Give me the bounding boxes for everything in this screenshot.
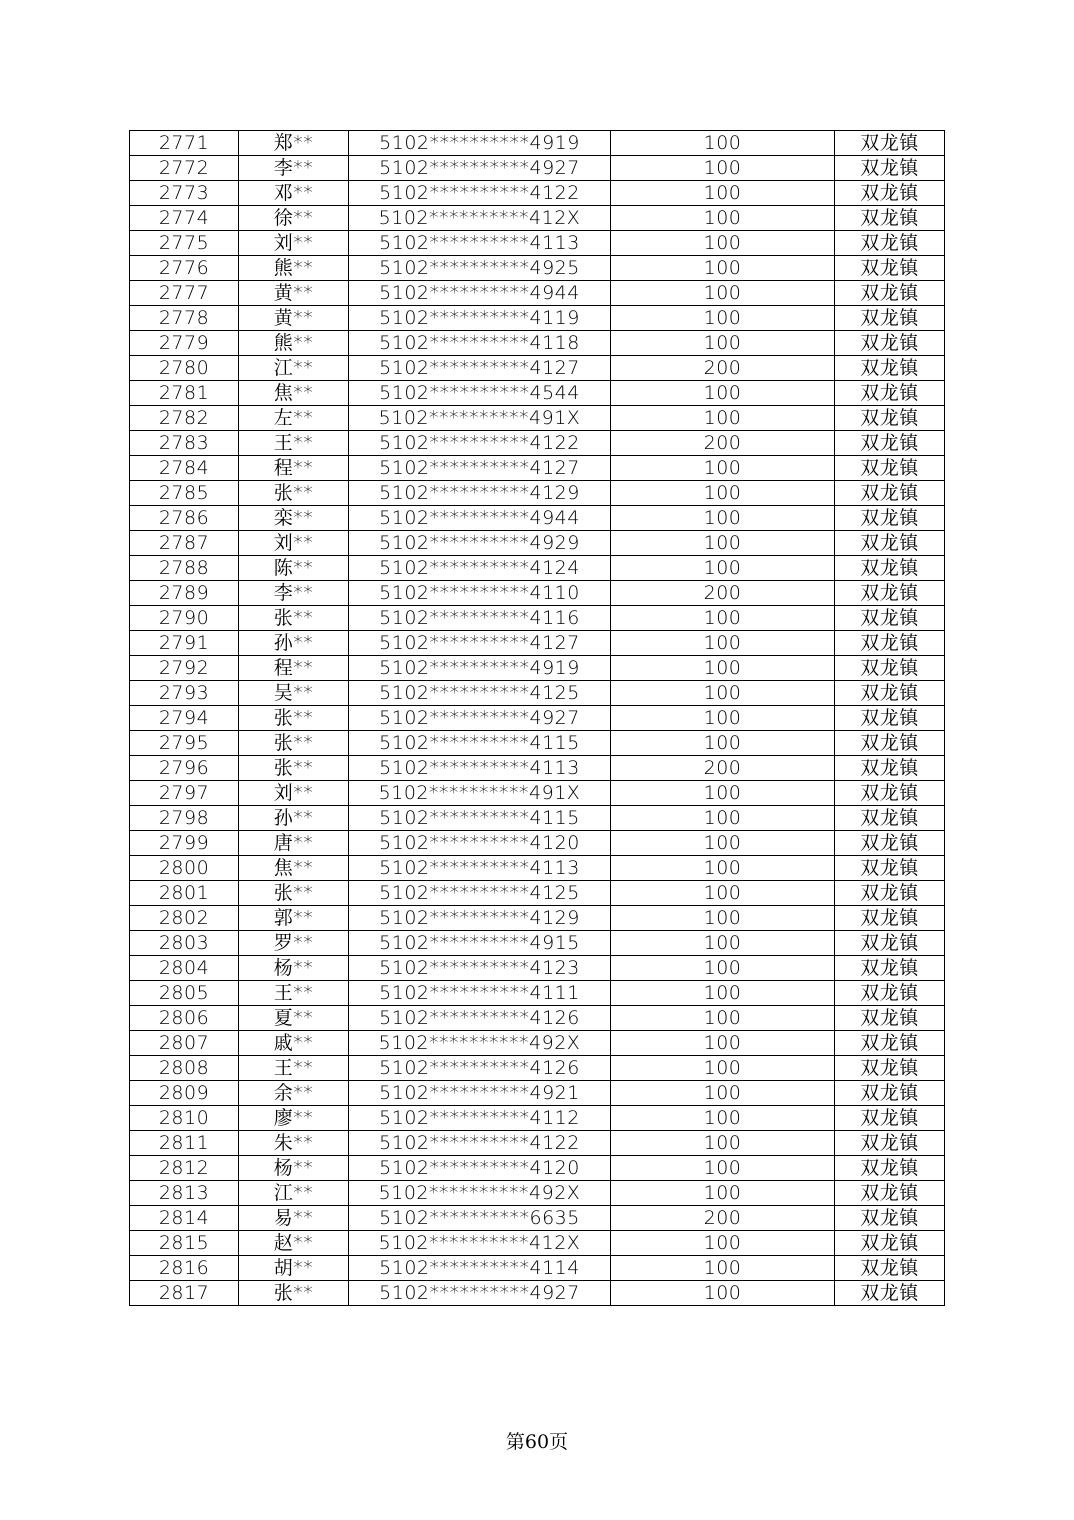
id-number-cell: 5102**********492X — [349, 1181, 611, 1206]
name-cell: 戚** — [239, 1031, 349, 1056]
name-cell: 焦** — [239, 856, 349, 881]
table-row — [130, 831, 945, 856]
table-row — [130, 681, 945, 706]
serial-number-cell: 2790 — [130, 606, 239, 631]
amount-cell: 100 — [611, 781, 835, 806]
table-row — [130, 731, 945, 756]
table-row — [130, 931, 945, 956]
name-cell: 刘** — [239, 231, 349, 256]
amount-cell: 200 — [611, 1206, 835, 1231]
serial-number-cell: 2807 — [130, 1031, 239, 1056]
name-cell: 吴** — [239, 681, 349, 706]
table-row — [130, 181, 945, 206]
name-cell: 张** — [239, 731, 349, 756]
serial-number-cell: 2781 — [130, 381, 239, 406]
serial-number-cell: 2773 — [130, 181, 239, 206]
town-cell: 双龙镇 — [835, 256, 945, 281]
town-cell: 双龙镇 — [835, 756, 945, 781]
name-cell: 程** — [239, 656, 349, 681]
serial-number-cell: 2812 — [130, 1156, 239, 1181]
town-cell: 双龙镇 — [835, 1081, 945, 1106]
amount-cell: 100 — [611, 306, 835, 331]
amount-cell: 100 — [611, 406, 835, 431]
town-cell: 双龙镇 — [835, 456, 945, 481]
table-row — [130, 331, 945, 356]
amount-cell: 100 — [611, 281, 835, 306]
table-row — [130, 1181, 945, 1206]
serial-number-cell: 2792 — [130, 656, 239, 681]
name-cell: 夏** — [239, 1006, 349, 1031]
town-cell: 双龙镇 — [835, 531, 945, 556]
id-number-cell: 5102**********4125 — [349, 681, 611, 706]
amount-cell: 100 — [611, 531, 835, 556]
table-row — [130, 656, 945, 681]
town-cell: 双龙镇 — [835, 381, 945, 406]
serial-number-cell: 2813 — [130, 1181, 239, 1206]
amount-cell: 100 — [611, 681, 835, 706]
name-cell: 熊** — [239, 331, 349, 356]
town-cell: 双龙镇 — [835, 1181, 945, 1206]
name-cell: 焦** — [239, 381, 349, 406]
name-cell: 熊** — [239, 256, 349, 281]
name-cell: 陈** — [239, 556, 349, 581]
town-cell: 双龙镇 — [835, 356, 945, 381]
id-number-cell: 5102**********491X — [349, 781, 611, 806]
id-number-cell: 5102**********4125 — [349, 881, 611, 906]
serial-number-cell: 2815 — [130, 1231, 239, 1256]
id-number-cell: 5102**********4925 — [349, 256, 611, 281]
id-number-cell: 5102**********4120 — [349, 1156, 611, 1181]
amount-cell: 100 — [611, 731, 835, 756]
table-row — [130, 456, 945, 481]
name-cell: 胡** — [239, 1256, 349, 1281]
id-number-cell: 5102**********4927 — [349, 1281, 611, 1306]
table-row — [130, 1256, 945, 1281]
town-cell: 双龙镇 — [835, 156, 945, 181]
name-cell: 张** — [239, 706, 349, 731]
table-row — [130, 581, 945, 606]
amount-cell: 100 — [611, 906, 835, 931]
town-cell: 双龙镇 — [835, 1156, 945, 1181]
town-cell: 双龙镇 — [835, 931, 945, 956]
amount-cell: 100 — [611, 181, 835, 206]
id-number-cell: 5102**********4544 — [349, 381, 611, 406]
table-row — [130, 431, 945, 456]
id-number-cell: 5102**********412X — [349, 206, 611, 231]
id-number-cell: 5102**********4118 — [349, 331, 611, 356]
amount-cell: 100 — [611, 1006, 835, 1031]
table-row — [130, 781, 945, 806]
name-cell: 张** — [239, 1281, 349, 1306]
id-number-cell: 5102**********6635 — [349, 1206, 611, 1231]
town-cell: 双龙镇 — [835, 1006, 945, 1031]
town-cell: 双龙镇 — [835, 706, 945, 731]
serial-number-cell: 2789 — [130, 581, 239, 606]
serial-number-cell: 2786 — [130, 506, 239, 531]
serial-number-cell: 2810 — [130, 1106, 239, 1131]
id-number-cell: 5102**********4929 — [349, 531, 611, 556]
town-cell: 双龙镇 — [835, 1231, 945, 1256]
name-cell: 罗** — [239, 931, 349, 956]
table-row — [130, 906, 945, 931]
table-row — [130, 306, 945, 331]
amount-cell: 100 — [611, 131, 835, 156]
amount-cell: 100 — [611, 1231, 835, 1256]
table-row — [130, 1106, 945, 1131]
name-cell: 徐** — [239, 206, 349, 231]
serial-number-cell: 2777 — [130, 281, 239, 306]
id-number-cell: 5102**********4113 — [349, 856, 611, 881]
amount-cell: 100 — [611, 931, 835, 956]
town-cell: 双龙镇 — [835, 856, 945, 881]
name-cell: 张** — [239, 481, 349, 506]
town-cell: 双龙镇 — [835, 1106, 945, 1131]
name-cell: 李** — [239, 156, 349, 181]
table-row — [130, 706, 945, 731]
serial-number-cell: 2811 — [130, 1131, 239, 1156]
serial-number-cell: 2794 — [130, 706, 239, 731]
id-number-cell: 5102**********4129 — [349, 906, 611, 931]
serial-number-cell: 2798 — [130, 806, 239, 831]
amount-cell: 100 — [611, 506, 835, 531]
id-number-cell: 5102**********4127 — [349, 631, 611, 656]
amount-cell: 100 — [611, 206, 835, 231]
town-cell: 双龙镇 — [835, 1206, 945, 1231]
page-number: 第60页 — [505, 1431, 569, 1453]
amount-cell: 100 — [611, 856, 835, 881]
id-number-cell: 5102**********4116 — [349, 606, 611, 631]
id-number-cell: 5102**********4927 — [349, 706, 611, 731]
table-row — [130, 231, 945, 256]
town-cell: 双龙镇 — [835, 481, 945, 506]
town-cell: 双龙镇 — [835, 406, 945, 431]
amount-cell: 100 — [611, 456, 835, 481]
serial-number-cell: 2776 — [130, 256, 239, 281]
roster-table — [129, 130, 945, 1306]
amount-cell: 100 — [611, 881, 835, 906]
serial-number-cell: 2791 — [130, 631, 239, 656]
amount-cell: 100 — [611, 1131, 835, 1156]
name-cell: 张** — [239, 756, 349, 781]
amount-cell: 100 — [611, 1106, 835, 1131]
table-row — [130, 206, 945, 231]
serial-number-cell: 2780 — [130, 356, 239, 381]
serial-number-cell: 2793 — [130, 681, 239, 706]
table-row — [130, 756, 945, 781]
serial-number-cell: 2795 — [130, 731, 239, 756]
town-cell: 双龙镇 — [835, 731, 945, 756]
serial-number-cell: 2788 — [130, 556, 239, 581]
serial-number-cell: 2784 — [130, 456, 239, 481]
table-row — [130, 1131, 945, 1156]
id-number-cell: 5102**********4122 — [349, 1131, 611, 1156]
table-row — [130, 506, 945, 531]
name-cell: 刘** — [239, 781, 349, 806]
table-row — [130, 131, 945, 156]
amount-cell: 100 — [611, 256, 835, 281]
town-cell: 双龙镇 — [835, 506, 945, 531]
amount-cell: 100 — [611, 831, 835, 856]
town-cell: 双龙镇 — [835, 1281, 945, 1306]
serial-number-cell: 2775 — [130, 231, 239, 256]
town-cell: 双龙镇 — [835, 806, 945, 831]
table-row — [130, 1281, 945, 1306]
amount-cell: 100 — [611, 331, 835, 356]
id-number-cell: 5102**********4122 — [349, 431, 611, 456]
name-cell: 邓** — [239, 181, 349, 206]
town-cell: 双龙镇 — [835, 181, 945, 206]
name-cell: 王** — [239, 431, 349, 456]
name-cell: 黄** — [239, 306, 349, 331]
name-cell: 刘** — [239, 531, 349, 556]
amount-cell: 100 — [611, 1081, 835, 1106]
id-number-cell: 5102**********4127 — [349, 456, 611, 481]
table-row — [130, 606, 945, 631]
id-number-cell: 5102**********492X — [349, 1031, 611, 1056]
name-cell: 张** — [239, 606, 349, 631]
amount-cell: 100 — [611, 606, 835, 631]
id-number-cell: 5102**********4129 — [349, 481, 611, 506]
town-cell: 双龙镇 — [835, 656, 945, 681]
serial-number-cell: 2803 — [130, 931, 239, 956]
name-cell: 朱** — [239, 1131, 349, 1156]
amount-cell: 100 — [611, 556, 835, 581]
serial-number-cell: 2778 — [130, 306, 239, 331]
table-row — [130, 1056, 945, 1081]
name-cell: 赵** — [239, 1231, 349, 1256]
town-cell: 双龙镇 — [835, 606, 945, 631]
serial-number-cell: 2804 — [130, 956, 239, 981]
amount-cell: 200 — [611, 356, 835, 381]
id-number-cell: 5102**********4111 — [349, 981, 611, 1006]
amount-cell: 100 — [611, 656, 835, 681]
table-row — [130, 156, 945, 181]
name-cell: 孙** — [239, 631, 349, 656]
amount-cell: 200 — [611, 581, 835, 606]
table-row — [130, 356, 945, 381]
id-number-cell: 5102**********4115 — [349, 731, 611, 756]
amount-cell: 100 — [611, 481, 835, 506]
id-number-cell: 5102**********4927 — [349, 156, 611, 181]
serial-number-cell: 2808 — [130, 1056, 239, 1081]
name-cell: 唐** — [239, 831, 349, 856]
name-cell: 孙** — [239, 806, 349, 831]
name-cell: 程** — [239, 456, 349, 481]
id-number-cell: 5102**********4113 — [349, 231, 611, 256]
name-cell: 黄** — [239, 281, 349, 306]
serial-number-cell: 2817 — [130, 1281, 239, 1306]
id-number-cell: 5102**********4124 — [349, 556, 611, 581]
roster-table-body — [130, 131, 945, 1306]
amount-cell: 100 — [611, 1181, 835, 1206]
table-row — [130, 256, 945, 281]
town-cell: 双龙镇 — [835, 131, 945, 156]
serial-number-cell: 2806 — [130, 1006, 239, 1031]
serial-number-cell: 2782 — [130, 406, 239, 431]
name-cell: 李** — [239, 581, 349, 606]
amount-cell: 100 — [611, 156, 835, 181]
town-cell: 双龙镇 — [835, 781, 945, 806]
name-cell: 江** — [239, 1181, 349, 1206]
amount-cell: 100 — [611, 981, 835, 1006]
name-cell: 王** — [239, 981, 349, 1006]
town-cell: 双龙镇 — [835, 331, 945, 356]
town-cell: 双龙镇 — [835, 1056, 945, 1081]
name-cell: 廖** — [239, 1106, 349, 1131]
amount-cell: 100 — [611, 231, 835, 256]
name-cell: 江** — [239, 356, 349, 381]
town-cell: 双龙镇 — [835, 281, 945, 306]
amount-cell: 100 — [611, 1056, 835, 1081]
town-cell: 双龙镇 — [835, 581, 945, 606]
table-row — [130, 1206, 945, 1231]
table-row — [130, 806, 945, 831]
id-number-cell: 5102**********4119 — [349, 306, 611, 331]
serial-number-cell: 2785 — [130, 481, 239, 506]
town-cell: 双龙镇 — [835, 1256, 945, 1281]
town-cell: 双龙镇 — [835, 1031, 945, 1056]
name-cell: 杨** — [239, 956, 349, 981]
id-number-cell: 5102**********4127 — [349, 356, 611, 381]
table-row — [130, 1006, 945, 1031]
serial-number-cell: 2772 — [130, 156, 239, 181]
id-number-cell: 5102**********4919 — [349, 131, 611, 156]
town-cell: 双龙镇 — [835, 556, 945, 581]
name-cell: 张** — [239, 881, 349, 906]
serial-number-cell: 2802 — [130, 906, 239, 931]
amount-cell: 200 — [611, 756, 835, 781]
name-cell: 余** — [239, 1081, 349, 1106]
amount-cell: 100 — [611, 1031, 835, 1056]
id-number-cell: 5102**********4915 — [349, 931, 611, 956]
table-row — [130, 881, 945, 906]
serial-number-cell: 2779 — [130, 331, 239, 356]
id-number-cell: 5102**********4921 — [349, 1081, 611, 1106]
id-number-cell: 5102**********4114 — [349, 1256, 611, 1281]
id-number-cell: 5102**********4113 — [349, 756, 611, 781]
amount-cell: 100 — [611, 631, 835, 656]
amount-cell: 200 — [611, 431, 835, 456]
table-row — [130, 1231, 945, 1256]
name-cell: 栾** — [239, 506, 349, 531]
id-number-cell: 5102**********491X — [349, 406, 611, 431]
town-cell: 双龙镇 — [835, 631, 945, 656]
table-row — [130, 631, 945, 656]
town-cell: 双龙镇 — [835, 881, 945, 906]
id-number-cell: 5102**********4126 — [349, 1006, 611, 1031]
id-number-cell: 5102**********4126 — [349, 1056, 611, 1081]
serial-number-cell: 2771 — [130, 131, 239, 156]
town-cell: 双龙镇 — [835, 906, 945, 931]
name-cell: 杨** — [239, 1156, 349, 1181]
table-row — [130, 406, 945, 431]
table-row — [130, 981, 945, 1006]
serial-number-cell: 2814 — [130, 1206, 239, 1231]
serial-number-cell: 2801 — [130, 881, 239, 906]
id-number-cell: 5102**********412X — [349, 1231, 611, 1256]
name-cell: 王** — [239, 1056, 349, 1081]
id-number-cell: 5102**********4110 — [349, 581, 611, 606]
town-cell: 双龙镇 — [835, 306, 945, 331]
table-row — [130, 481, 945, 506]
serial-number-cell: 2797 — [130, 781, 239, 806]
table-row — [130, 956, 945, 981]
table-row — [130, 1031, 945, 1056]
town-cell: 双龙镇 — [835, 431, 945, 456]
town-cell: 双龙镇 — [835, 206, 945, 231]
table-row — [130, 381, 945, 406]
amount-cell: 100 — [611, 706, 835, 731]
serial-number-cell: 2774 — [130, 206, 239, 231]
town-cell: 双龙镇 — [835, 1131, 945, 1156]
serial-number-cell: 2805 — [130, 981, 239, 1006]
town-cell: 双龙镇 — [835, 831, 945, 856]
town-cell: 双龙镇 — [835, 231, 945, 256]
id-number-cell: 5102**********4944 — [349, 506, 611, 531]
table-row — [130, 556, 945, 581]
id-number-cell: 5102**********4919 — [349, 656, 611, 681]
id-number-cell: 5102**********4123 — [349, 956, 611, 981]
table-row — [130, 1081, 945, 1106]
serial-number-cell: 2796 — [130, 756, 239, 781]
town-cell: 双龙镇 — [835, 956, 945, 981]
amount-cell: 100 — [611, 806, 835, 831]
amount-cell: 100 — [611, 1156, 835, 1181]
id-number-cell: 5102**********4112 — [349, 1106, 611, 1131]
id-number-cell: 5102**********4115 — [349, 806, 611, 831]
serial-number-cell: 2800 — [130, 856, 239, 881]
id-number-cell: 5102**********4944 — [349, 281, 611, 306]
table-row — [130, 531, 945, 556]
amount-cell: 100 — [611, 1281, 835, 1306]
serial-number-cell: 2809 — [130, 1081, 239, 1106]
table-row — [130, 856, 945, 881]
id-number-cell: 5102**********4122 — [349, 181, 611, 206]
serial-number-cell: 2799 — [130, 831, 239, 856]
id-number-cell: 5102**********4120 — [349, 831, 611, 856]
name-cell: 郭** — [239, 906, 349, 931]
serial-number-cell: 2787 — [130, 531, 239, 556]
town-cell: 双龙镇 — [835, 681, 945, 706]
amount-cell: 100 — [611, 381, 835, 406]
serial-number-cell: 2783 — [130, 431, 239, 456]
name-cell: 郑** — [239, 131, 349, 156]
serial-number-cell: 2816 — [130, 1256, 239, 1281]
name-cell: 左** — [239, 406, 349, 431]
amount-cell: 100 — [611, 1256, 835, 1281]
table-row — [130, 1156, 945, 1181]
name-cell: 易** — [239, 1206, 349, 1231]
amount-cell: 100 — [611, 956, 835, 981]
table-row — [130, 281, 945, 306]
town-cell: 双龙镇 — [835, 981, 945, 1006]
